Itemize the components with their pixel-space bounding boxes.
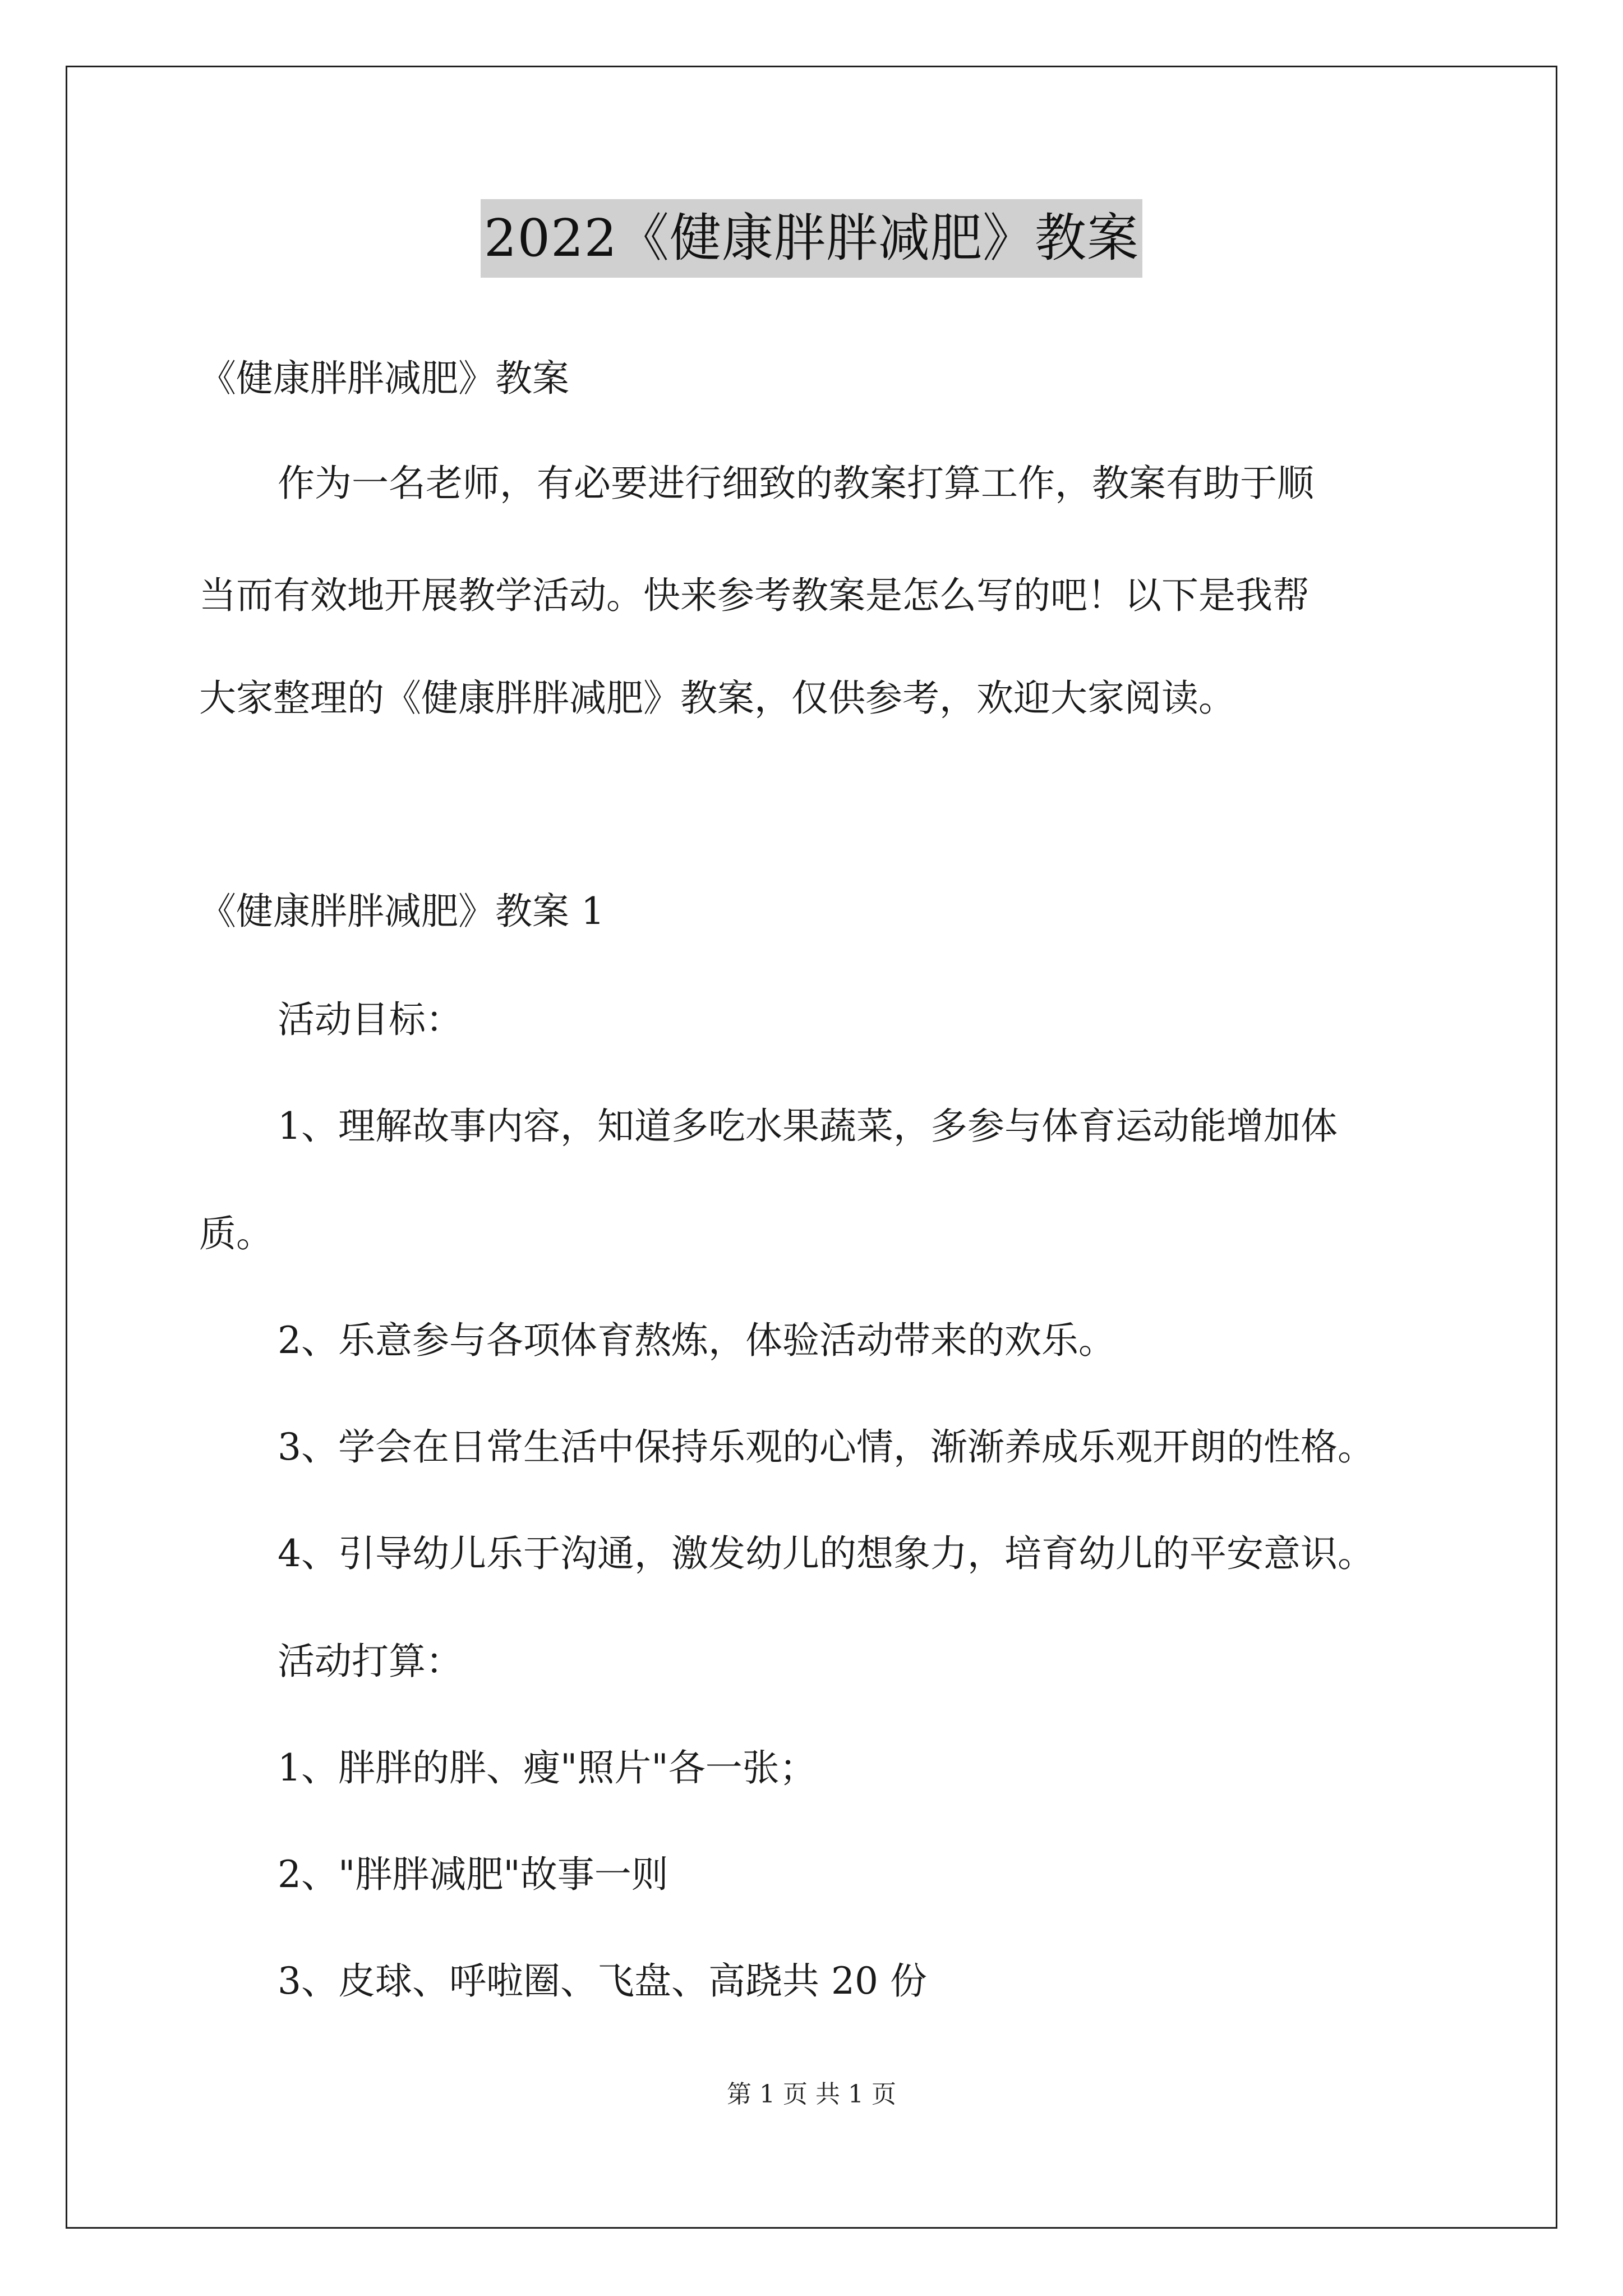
goals-label: 活动目标： (278, 998, 463, 1041)
prep-item-2: 2、"胖胖减肥"故事一则 (278, 1853, 668, 1896)
page-number-footer: 第 1 页 共 1 页 (727, 2080, 896, 2109)
intro-line-1: 作为一名老师，有必要进行细致的教案打算工作，教案有助于顺 (278, 462, 1314, 505)
document-title: 2022《健康胖胖减肥》教案 (481, 199, 1142, 278)
goal-item-2: 2、乐意参与各项体育熬炼，体验活动带来的欢乐。 (278, 1319, 1115, 1362)
intro-line-2: 当而有效地开展教学活动。快来参考教案是怎么写的吧！以下是我帮 (199, 574, 1310, 617)
section-heading: 《健康胖胖减肥》教案 1 (199, 890, 605, 933)
title-container (0, 199, 1623, 278)
prep-item-3: 3、皮球、呼啦圈、飞盘、高跷共 20 份 (278, 1959, 927, 2003)
intro-line-3: 大家整理的《健康胖胖减肥》教案，仅供参考，欢迎大家阅读。 (199, 677, 1235, 720)
prep-item-1: 1、胖胖的胖、瘦"照片"各一张； (278, 1746, 817, 1789)
prep-label: 活动打算： (278, 1640, 463, 1683)
goal-item-1: 1、理解故事内容，知道多吃水果蔬菜，多参与体育运动能增加体 (278, 1105, 1338, 1148)
document-subtitle: 《健康胖胖减肥》教案 (199, 357, 569, 400)
goal-item-4: 4、引导幼儿乐于沟通，激发幼儿的想象力，培育幼儿的平安意识。 (278, 1532, 1375, 1575)
goal-item-1-continued: 质。 (199, 1212, 273, 1255)
goal-item-3: 3、学会在日常生活中保持乐观的心情，渐渐养成乐观开朗的性格。 (278, 1425, 1375, 1469)
